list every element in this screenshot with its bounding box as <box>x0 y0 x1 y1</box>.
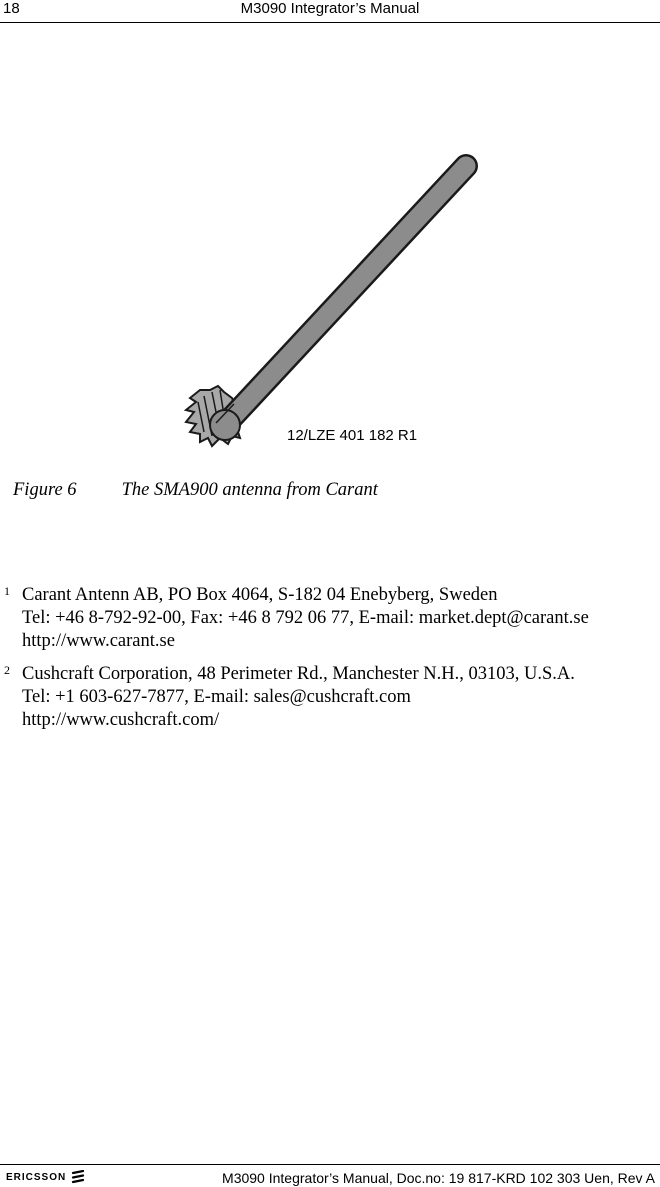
footnote-url: http://www.carant.se <box>22 631 175 651</box>
footnote-address: Cushcraft Corporation, 48 Perimeter Rd., Manchester N.H., 03103, U.S.A. <box>22 664 575 684</box>
footnote-mark: 2 <box>4 663 10 677</box>
figure-reference-code: 12/LZE 401 182 R1 <box>287 427 418 444</box>
antenna-illustration <box>140 140 500 460</box>
figure-caption <box>13 480 378 501</box>
footnote-mark: 1 <box>4 584 10 598</box>
caption-text: The SMA900 antenna from Carant <box>121 480 378 500</box>
footnote-carant <box>0 584 660 653</box>
antenna-rod <box>225 166 466 425</box>
page-header <box>0 0 660 23</box>
page-footer <box>0 1164 660 1187</box>
footnote-url: http://www.cushcraft.com/ <box>22 710 220 730</box>
footer-doc-info: M3090 Integrator’s Manual, Doc.no: 19 817-KRD 102 303 Uen, Rev A <box>222 1170 655 1186</box>
ericsson-logo-icon <box>71 1170 85 1184</box>
footnote-contact: Tel: +46 8-792-92-00, Fax: +46 8 792 06 77, E-mail: market.dept@carant.se <box>22 608 589 628</box>
footnote-address: Carant Antenn AB, PO Box 4064, S-182 04 Enebyberg, Sweden <box>22 585 498 605</box>
footnotes <box>0 584 660 742</box>
footnote-contact: Tel: +1 603-627-7877, E-mail: sales@cushcraft.com <box>22 687 411 707</box>
antenna-figure <box>140 140 500 460</box>
ericsson-logo <box>6 1169 85 1185</box>
running-title: M3090 Integrator’s Manual <box>240 0 420 17</box>
footnote-cushcraft <box>0 663 660 732</box>
caption-label: Figure 6 <box>13 480 77 500</box>
page-number: 18 <box>3 0 20 17</box>
logo-wordmark: ERICSSON <box>6 1171 67 1183</box>
